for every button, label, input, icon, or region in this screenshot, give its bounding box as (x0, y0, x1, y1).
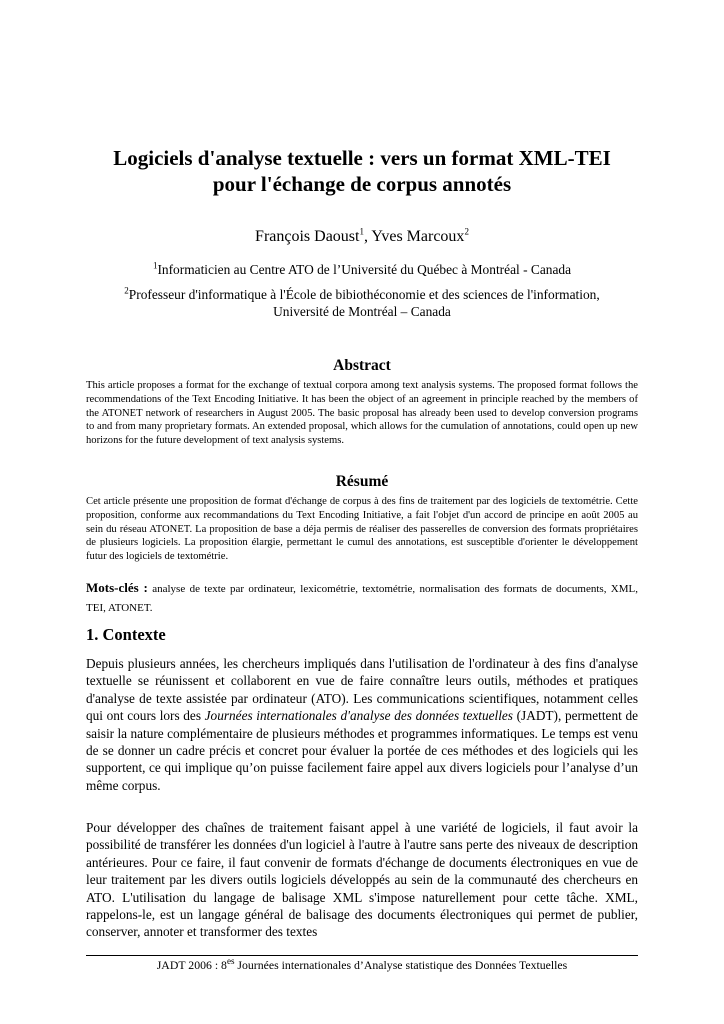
resume-heading: Résumé (335, 473, 389, 490)
footer-text-end: Journées internationales d’Analyse statistique des Données Textuelles (234, 958, 568, 972)
paragraph-1-text-end: (JADT), permettent de saisir la nature complémentaire de plusieurs méthodes et programmes informatiques. Le temps est venu de se donner un cadre précis et concret pour évaluer la portée de ces méthodes et des logiciels qui les supportent, ce qui implique qu’on puisse facilement faire appel aux divers logiciels pour l’analyse d’un même corpus. (86, 708, 638, 793)
page-footer (86, 957, 638, 973)
keywords-label: Mots-clés : (86, 580, 148, 595)
paragraph-1-italic-title: Journées internationales d'analyse des données textuelles (204, 708, 513, 724)
author-1-affiliation-mark: 1 (359, 226, 364, 237)
abstract-heading: Abstract (333, 357, 391, 374)
affiliation-2 (60, 286, 664, 320)
author-1: François Daoust (255, 228, 360, 245)
affiliation-2-line-1: Professeur d'informatique à l'École de bibiothéconomie et des sciences de l'information, (128, 287, 600, 302)
keywords-text: analyse de texte par ordinateur, lexicométrie, textométrie, normalisation des formats de documents, XML, TEI, ATONET. (86, 583, 639, 614)
footer-rule (86, 955, 638, 956)
paragraph-1-text-start: Depuis plusieurs années, les chercheurs impliqués dans l'utilisation de l'ordinateur à des fins d'analyse textuelle se réunissent et collaborent en vue de faire connaître leurs outils, méthodes et pratiques d'analyse de texte assistée par ordinateur (ATO). Les communications scientifiques, notamment celles qui ont cours lors des (86, 656, 638, 724)
keywords (86, 578, 638, 618)
title-line-2: pour l'échange de corpus annotés (212, 172, 512, 196)
author-list (60, 227, 664, 247)
paragraph-2: Pour développer des chaînes de traitement faisant appel à une variété de logiciels, il faut avoir la possibilité de transférer les données d'un logiciel à l'autre à l'autre sans perte des niveaux de description antérieures. Pour ce faire, il faut convenir de formats d'échange de documents électroniques en vue de leur traitement par les divers outils logiciels développés au sein de la communauté des chercheurs en ATO. L'utilisation du langage de balisage XML s'impose naturellement pour cette tâche. XML, rappelons-le, est un langage général de balisage des documents électroniques qui permet de publier, conserver, annoter et transformer des textes (86, 820, 638, 940)
footer-ordinal-suffix: es (226, 956, 235, 967)
author-separator: , (363, 228, 372, 245)
paper-title (60, 145, 664, 197)
author-2: Yves Marcoux (371, 228, 465, 245)
resume-text: Cet article présente une proposition de format d'échange de corpus à des fins de traitement par des logiciels de textométrie. Cette proposition, conforme aux recommandations du Text Encoding Initiative, a fait l'objet d'un accord de principe en août 2005 au sein du réseau ATONET. La proposition de base a déja permis de réaliser des passerelles de conversion des formats propriétaires de plusieurs logiciels. La proposition élargie, permettant le cumul des annotations, est susceptible d'orienter le développement futur des logiciels de textométrie. (86, 496, 638, 563)
affiliation-2-line-2: Université de Montréal – Canada (273, 304, 451, 319)
section-heading-contexte: 1. Contexte (86, 625, 166, 644)
affiliation-1-text: Informaticien au Centre ATO de l’Université du Québec à Montréal - Canada (157, 262, 572, 277)
footer-text-start: JADT 2006 : 8 (156, 958, 227, 972)
paragraph-1 (86, 655, 638, 794)
affiliation-1 (60, 261, 664, 278)
abstract-text: This article proposes a format for the exchange of textual corpora among text analysis systems. The proposed format follows the recommendations of the Text Encoding Initiative. It has been the object of an agreement in principle reached by the members of the ATONET network of researchers in August 2005. The basic proposal has already been used to develop conversion programs to and from many proprietary formats. An extended proposal, which allows for the cumulation of annotations, could open up new horizons for the future development of text analysis systems. (86, 380, 638, 447)
author-2-affiliation-mark: 2 (464, 226, 469, 237)
affiliation-2-mark: 2 (124, 285, 129, 296)
title-line-1: Logiciels d'analyse textuelle : vers un format XML-TEI (113, 146, 611, 170)
affiliation-1-mark: 1 (152, 260, 158, 271)
